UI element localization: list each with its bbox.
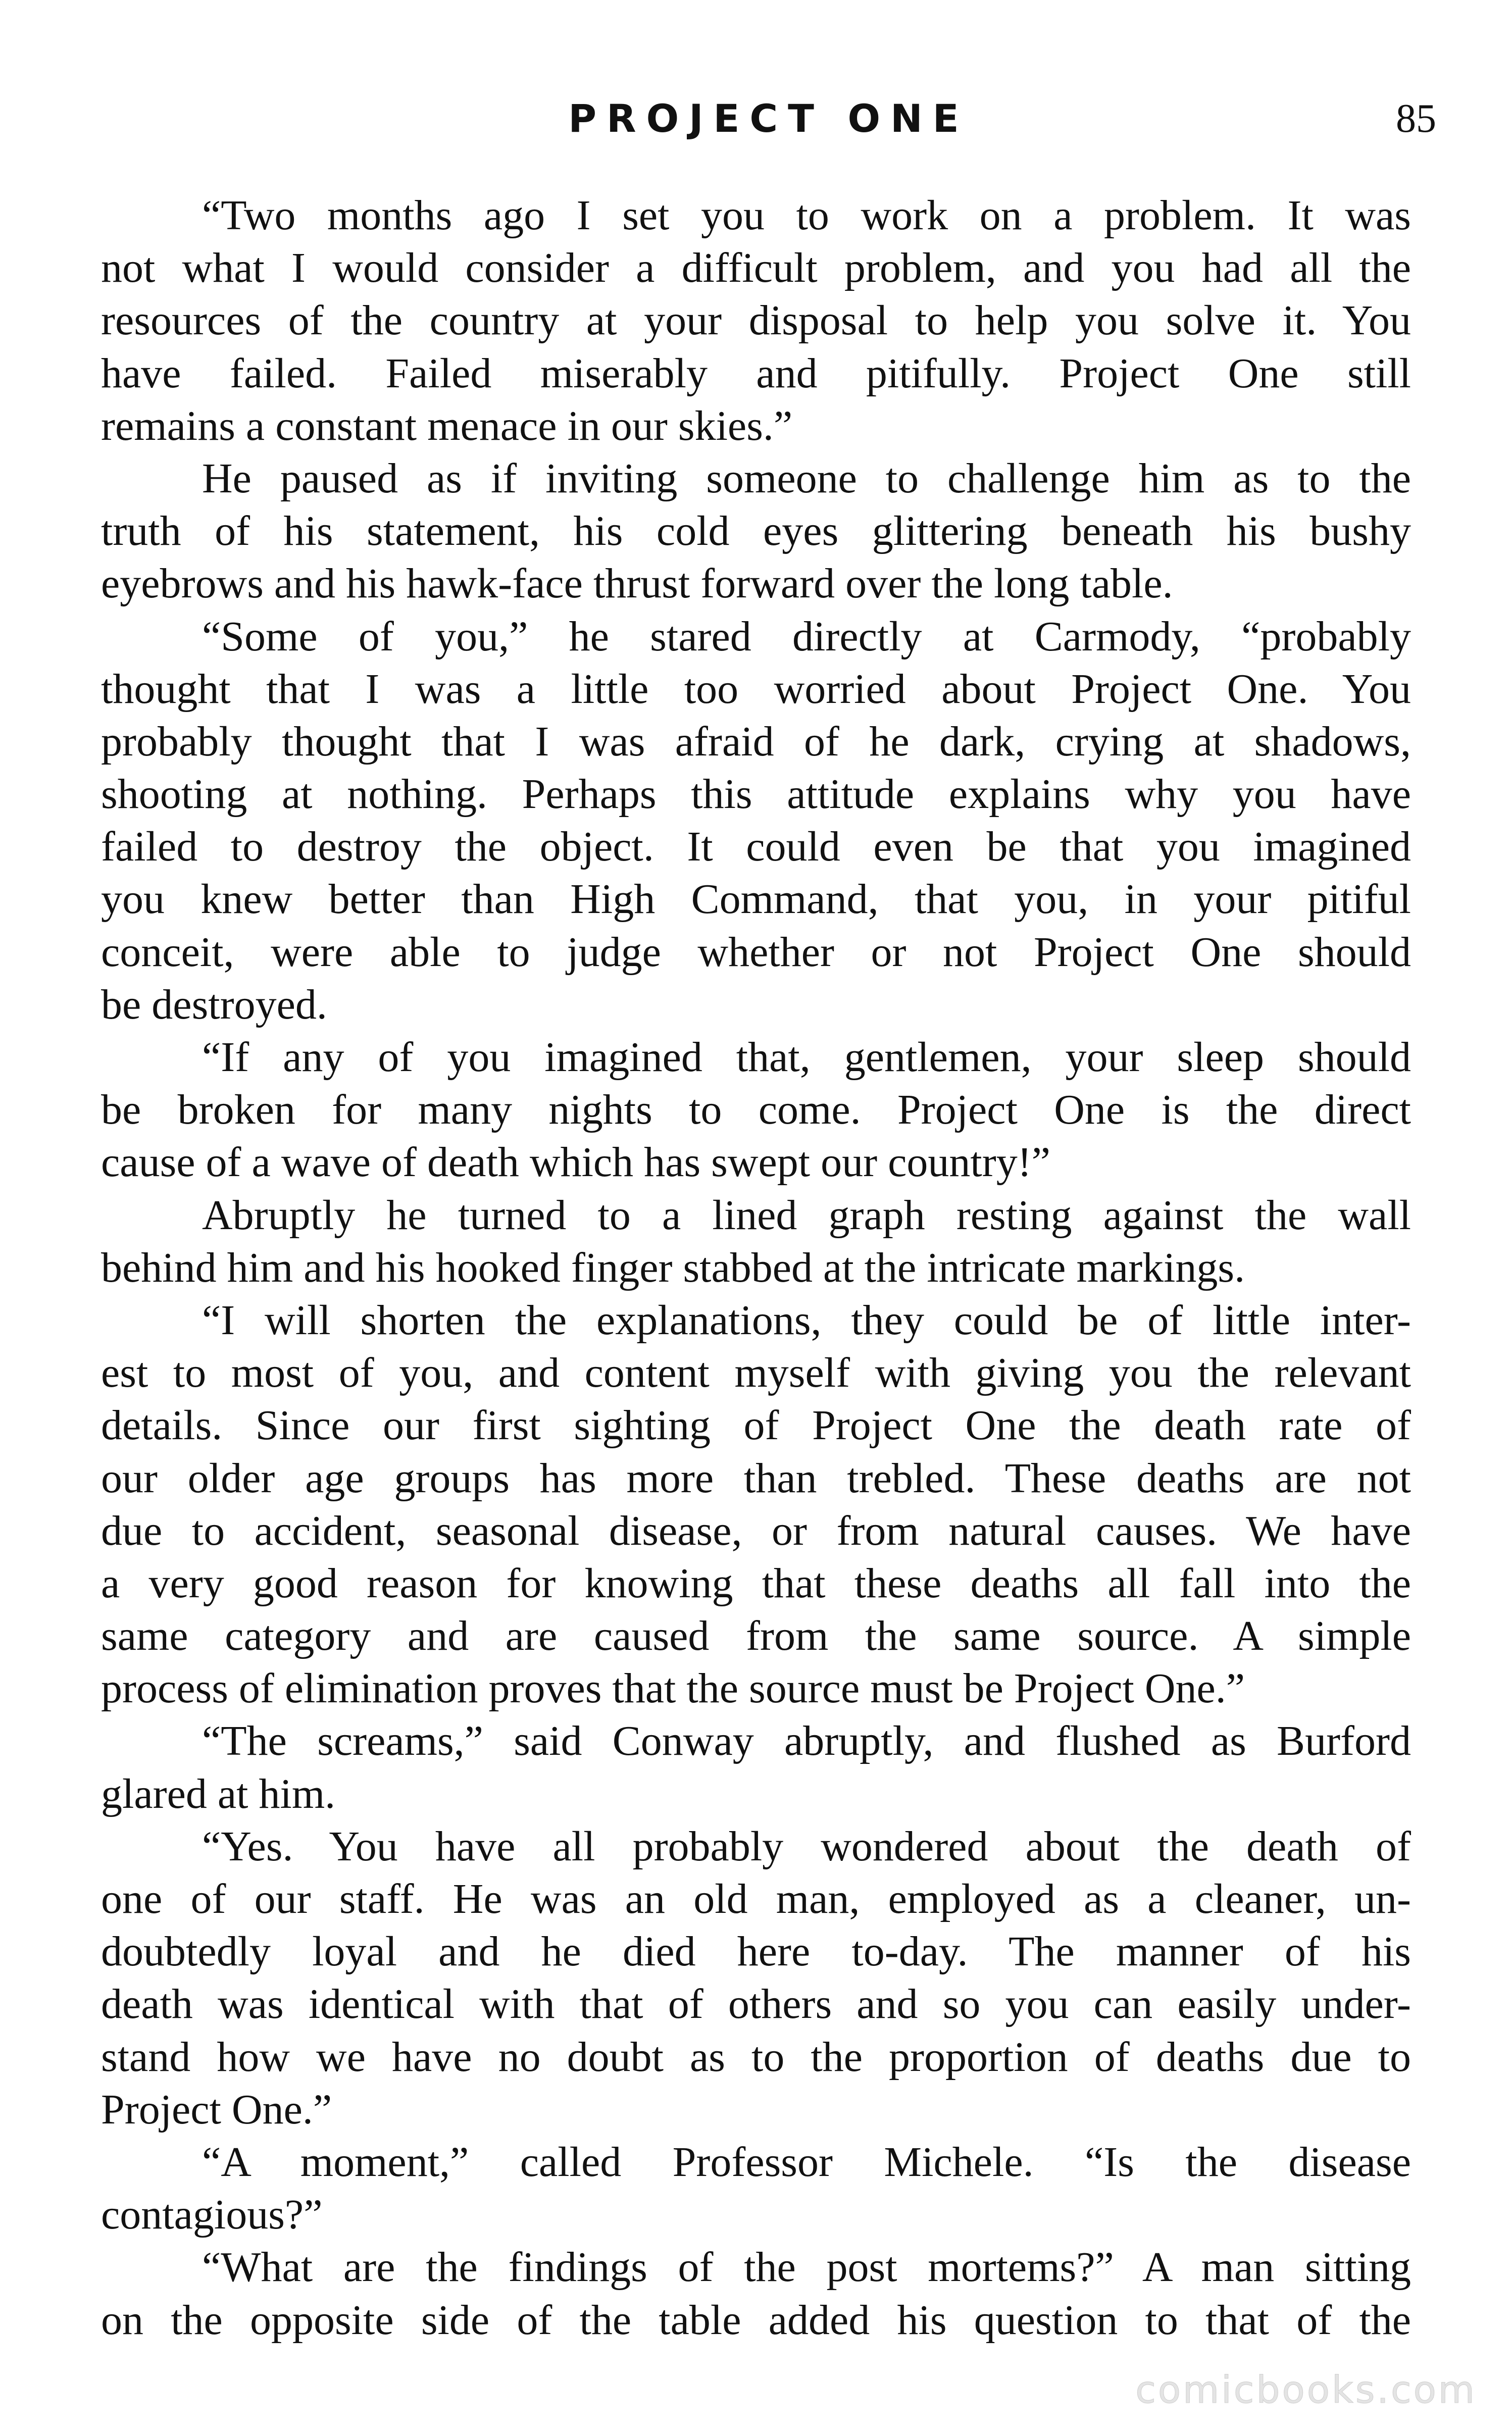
paragraph	[101, 2136, 1411, 2241]
paragraph	[101, 1189, 1411, 1294]
text-line: shooting at nothing. Perhaps this attitude explains why you have	[101, 771, 1411, 818]
paragraph	[101, 611, 1411, 1032]
text-line: failed to destroy the object. It could even be that you imagined	[101, 823, 1411, 871]
text-line: behind him and his hooked finger stabbed at the intricate markings.	[101, 1244, 1245, 1291]
text-line: truth of his statement, his cold eyes glittering beneath his bushy	[101, 508, 1411, 555]
paragraph	[101, 189, 1411, 452]
body-text	[101, 189, 1411, 2347]
text-line: have failed. Failed miserably and pitifully. Project One still	[101, 349, 1411, 397]
text-line: “I will shorten the explanations, they could be of little inter-	[202, 1296, 1411, 1344]
text-line: resources of the country at your disposal to help you solve it. You	[101, 297, 1411, 344]
running-head	[101, 91, 1436, 146]
text-line: remains a constant menace in our skies.”	[101, 402, 793, 449]
text-line: conceit, were able to judge whether or not Project One should	[101, 928, 1411, 976]
running-title: PROJECT ONE	[568, 96, 969, 141]
text-line: Project One.”	[101, 2086, 332, 2133]
text-line: death was identical with that of others and so you can easily under-	[101, 1981, 1411, 2028]
text-line: one of our staff. He was an old man, employed as a cleaner, un-	[101, 1876, 1411, 1922]
text-line: cause of a wave of death which has swept our country!”	[101, 1139, 1050, 1186]
paragraph	[101, 1031, 1411, 1189]
paragraph	[101, 1715, 1411, 1820]
text-line: process of elimination proves that the source must be Project One.”	[101, 1665, 1245, 1712]
text-line: “A moment,” called Professor Michele. “Is the disease	[202, 2138, 1411, 2186]
paragraph	[101, 2241, 1411, 2346]
text-line: contagious?”	[101, 2191, 323, 2239]
text-line: thought that I was a little too worried about Project One. You	[101, 665, 1411, 713]
text-line: details. Since our first sighting of Project One the death rate of	[101, 1402, 1411, 1449]
paragraph	[101, 452, 1411, 611]
text-line: doubtedly loyal and he died here to-day. The manner of his	[101, 1928, 1411, 1975]
page-number: 85	[1396, 96, 1436, 141]
paragraph	[101, 1820, 1411, 2136]
text-line: same category and are caused from the same source. A simple	[101, 1612, 1411, 1660]
watermark: comicbooks.com	[1135, 2368, 1477, 2412]
text-line: glared at him.	[101, 1770, 336, 1817]
text-line: “What are the findings of the post mortems?” A man sitting	[202, 2244, 1411, 2291]
text-line: He paused as if inviting someone to challenge him as to the	[202, 454, 1411, 502]
text-line: be destroyed.	[101, 981, 327, 1028]
text-line: “Some of you,” he stared directly at Carmody, “probably	[202, 613, 1411, 660]
text-line: our older age groups has more than trebled. These deaths are not	[101, 1454, 1411, 1502]
text-line: “The screams,” said Conway abruptly, and flushed as Burford	[202, 1717, 1411, 1765]
text-line: stand how we have no doubt as to the proportion of deaths due to	[101, 2033, 1411, 2081]
text-line: “If any of you imagined that, gentlemen, your sleep should	[202, 1034, 1411, 1081]
text-line: not what I would consider a difficult problem, and you had all the	[101, 244, 1411, 292]
text-line: be broken for many nights to come. Project One is the direct	[101, 1086, 1411, 1134]
text-line: “Two months ago I set you to work on a problem. It was	[202, 192, 1411, 239]
text-line: eyebrows and his hawk-face thrust forward over the long table.	[101, 560, 1173, 607]
text-line: you knew better than High Command, that you, in your pitiful	[101, 876, 1411, 923]
text-line: “Yes. You have all probably wondered about the death of	[202, 1822, 1411, 1870]
paragraph	[101, 1294, 1411, 1715]
text-line: on the opposite side of the table added his question to that of the	[101, 2296, 1411, 2344]
text-line: est to most of you, and content myself with giving you the relevant	[101, 1349, 1411, 1397]
text-line: due to accident, seasonal disease, or from natural causes. We have	[101, 1507, 1411, 1554]
text-line: probably thought that I was afraid of he dark, crying at shadows,	[101, 718, 1411, 765]
text-line: Abruptly he turned to a lined graph resting against the wall	[202, 1191, 1411, 1239]
text-line: a very good reason for knowing that these deaths all fall into the	[101, 1559, 1411, 1607]
